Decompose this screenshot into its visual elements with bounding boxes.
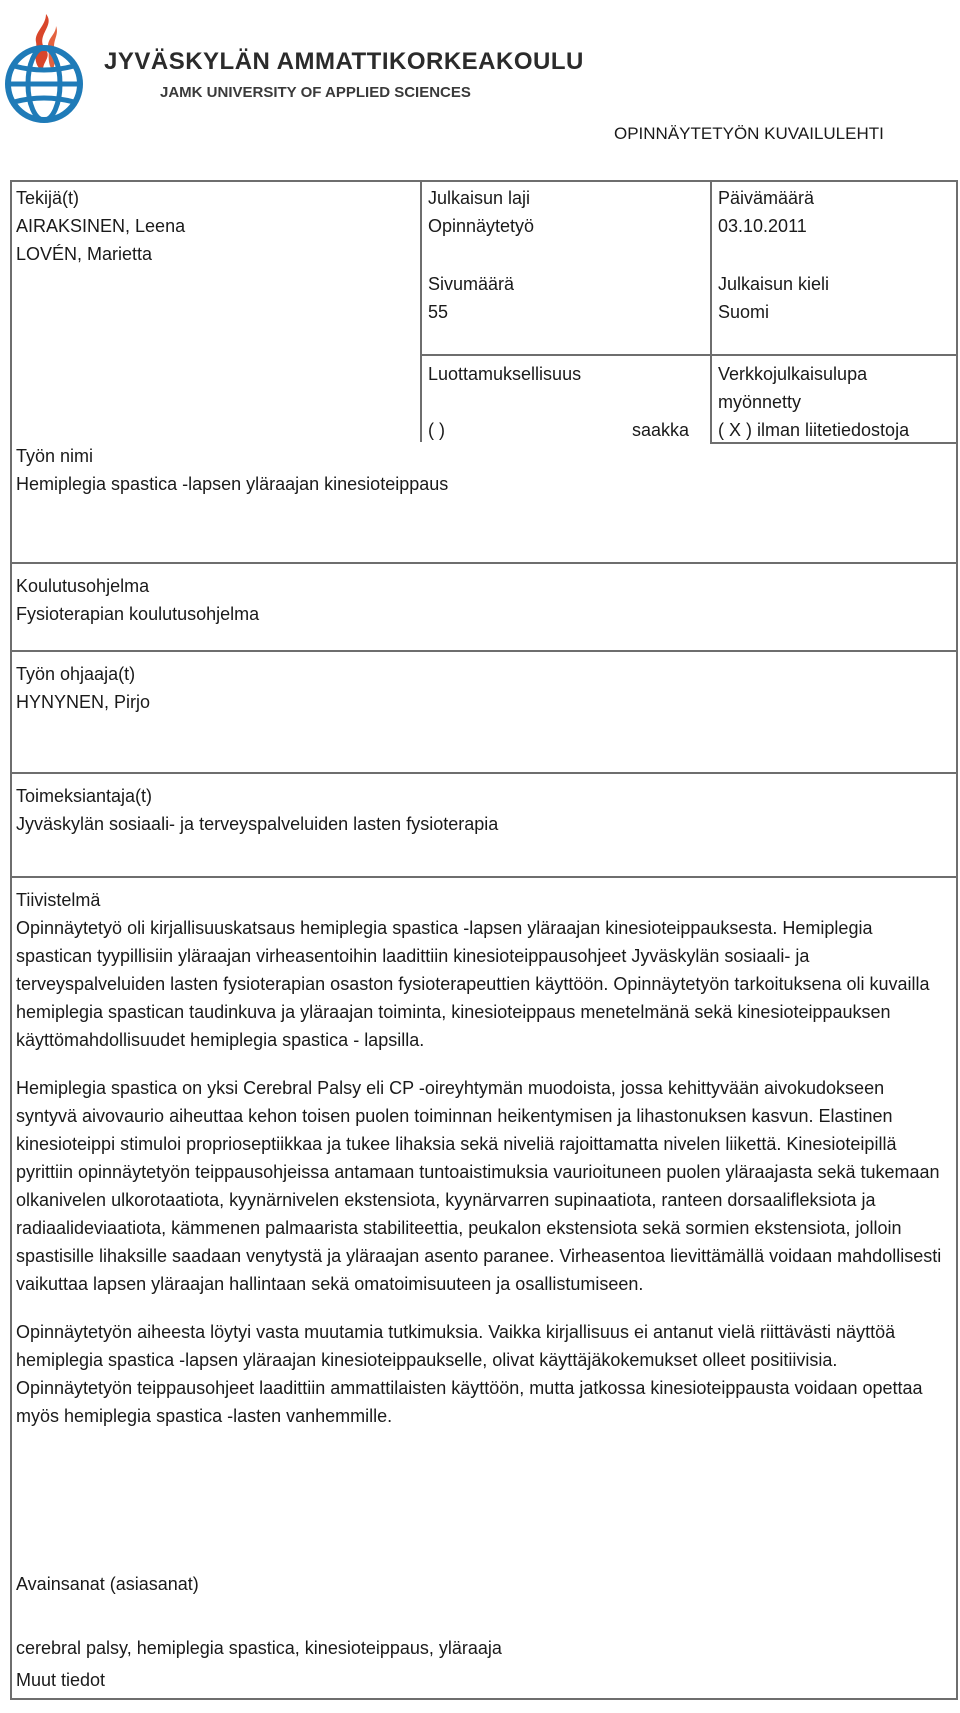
publication-type-label: Julkaisun laji <box>428 188 531 208</box>
university-logo-icon <box>0 6 100 124</box>
border-top <box>10 180 958 182</box>
abstract-section <box>16 886 946 1430</box>
keywords-value: cerebral palsy, hemiplegia spastica, kinesioteippaus, yläraaja <box>16 1638 502 1658</box>
divider-title <box>10 562 958 564</box>
programme-cell <box>16 572 259 628</box>
author-name: AIRAKSINEN, Leena <box>16 216 186 236</box>
author-name: LOVÉN, Marietta <box>16 244 153 264</box>
title-cell <box>16 442 448 498</box>
pages-cell <box>428 270 514 326</box>
university-name: JYVÄSKYLÄN AMMATTIKORKEAKOULU <box>104 48 584 75</box>
supervisor-cell <box>16 660 150 716</box>
other-info-label: Muut tiedot <box>16 1670 106 1690</box>
date-label: Päivämäärä <box>718 188 815 208</box>
authors-label: Tekijä(t) <box>16 188 80 208</box>
keywords-label: Avainsanat (asiasanat) <box>16 1574 199 1594</box>
divider-programme <box>10 650 958 652</box>
divider-supervisor <box>10 772 958 774</box>
publication-type-cell <box>428 184 534 240</box>
divider-vertical-2 <box>710 180 712 442</box>
confidentiality-until: saakka <box>632 420 690 440</box>
university-subtitle: JAMK UNIVERSITY OF APPLIED SCIENCES <box>160 84 471 101</box>
border-left <box>10 180 12 1700</box>
confidentiality-checkbox: ( ) <box>428 420 445 440</box>
date-value: 03.10.2011 <box>718 216 807 236</box>
pages-label: Sivumäärä <box>428 274 515 294</box>
divider-commission <box>10 876 958 878</box>
commission-cell <box>16 782 498 838</box>
programme-label: Koulutusohjelma <box>16 576 150 596</box>
pages-value: 55 <box>428 302 449 322</box>
abstract-paragraph-3: Opinnäytetyön aiheesta löytyi vasta muutamia tutkimuksia. Vaikka kirjallisuus ei antanut vielä riittävästi näyttöä hemiplegia spastica -lapsen yläraajan kinesioteippaukselle, olivat käyttäjäkokemukset olleet positiivisia. Opinnäytetyön teippausohjeet laadittiin ammattilaisten käyttöön, mutta jatkossa kinesioteippausta voidaan opettaa myös hemiplegia spastica -lasten vanhemmille. <box>16 1322 923 1426</box>
publication-type-value: Opinnäytetyö <box>428 216 535 236</box>
language-value: Suomi <box>718 302 770 322</box>
document-type: OPINNÄYTETYÖN KUVAILULEHTI <box>614 124 884 143</box>
title-value: Hemiplegia spastica -lapsen yläraajan kinesioteippaus <box>16 474 449 494</box>
title-label: Työn nimi <box>16 446 94 466</box>
supervisor-label: Työn ohjaaja(t) <box>16 664 136 684</box>
description-form <box>10 180 958 1700</box>
border-bottom <box>10 1698 958 1700</box>
divider-confidentiality <box>420 354 958 356</box>
abstract-label: Tiivistelmä <box>16 890 101 910</box>
confidentiality-label: Luottamuksellisuus <box>428 364 582 384</box>
abstract-paragraph-1: Opinnäytetyö oli kirjallisuuskatsaus hemiplegia spastica -lapsen yläraajan kinesioteippauksesta. Hemiplegia spastican tyypillisiin yläraajan virheasentoihin laadittiin kinesioteippausohjeet Jyväskylän sosiaali- ja terveyspalveluiden lasten fysioterapian osaston fysioterapeuttien käyttöön. Opinnäytetyön tarkoituksena oli kuvailla hemiplegia spastican taudinkuva ja yläraajan toiminta, kinesioteippaus menetelmänä sekä kinesioteippauksen käyttömahdollisuudet hemiplegia spastica - lapsilla. <box>16 918 930 1050</box>
commission-label: Toimeksiantaja(t) <box>16 786 153 806</box>
supervisor-value: HYNYNEN, Pirjo <box>16 692 151 712</box>
language-cell <box>718 270 829 326</box>
web-publishing-label: Verkkojulkaisulupa myönnetty <box>718 364 868 412</box>
web-publishing-value: ( X ) ilman liitetiedostoja <box>718 420 910 440</box>
language-label: Julkaisun kieli <box>718 274 830 294</box>
programme-value: Fysioterapian koulutusohjelma <box>16 604 260 624</box>
commission-value: Jyväskylän sosiaali- ja terveyspalveluiden lasten fysioterapia <box>16 814 499 834</box>
abstract-paragraph-2: Hemiplegia spastica on yksi Cerebral Palsy eli CP -oireyhtymän muodoista, jossa kehittyvään aivokudokseen syntyvä aivovaurio aiheuttaa kehon toisen puolen toiminnan heikentymisen ja lihastonuksen kasvun. Elastinen kinesioteippi stimuloi proprioseptiikkaa ja tukee lihaksia sekä niveliä rajoittamatta nivelen liikettä. Kinesioteipillä pyrittiin opinnäytetyön teippausohjeissa antamaan tuntoaistimuksia vaurioituneen puolen yläraajasta sekä tukemaan olkanivelen ulkorotaatiota, kyynärnivelen ekstensiota, kyynärvarren supinaatiota, ranteen dorsaalifleksiota ja radiaalideviaatiota, kämmenen palmaarista stabiliteettia, peukalon ekstensiota sekä sormien ekstensiota, jolloin spastisille lihaksille saadaan venytystä ja yläraajan asento paranee. Virheasentoa lievittämällä voidaan mahdollisesti vaikuttaa lapsen yläraajan hallintaan sekä omatoimisuuteen ja osallistumiseen. <box>16 1078 942 1294</box>
divider-vertical-1 <box>420 180 422 442</box>
border-right <box>956 180 958 1700</box>
date-cell <box>718 184 814 240</box>
authors-cell <box>16 184 185 268</box>
